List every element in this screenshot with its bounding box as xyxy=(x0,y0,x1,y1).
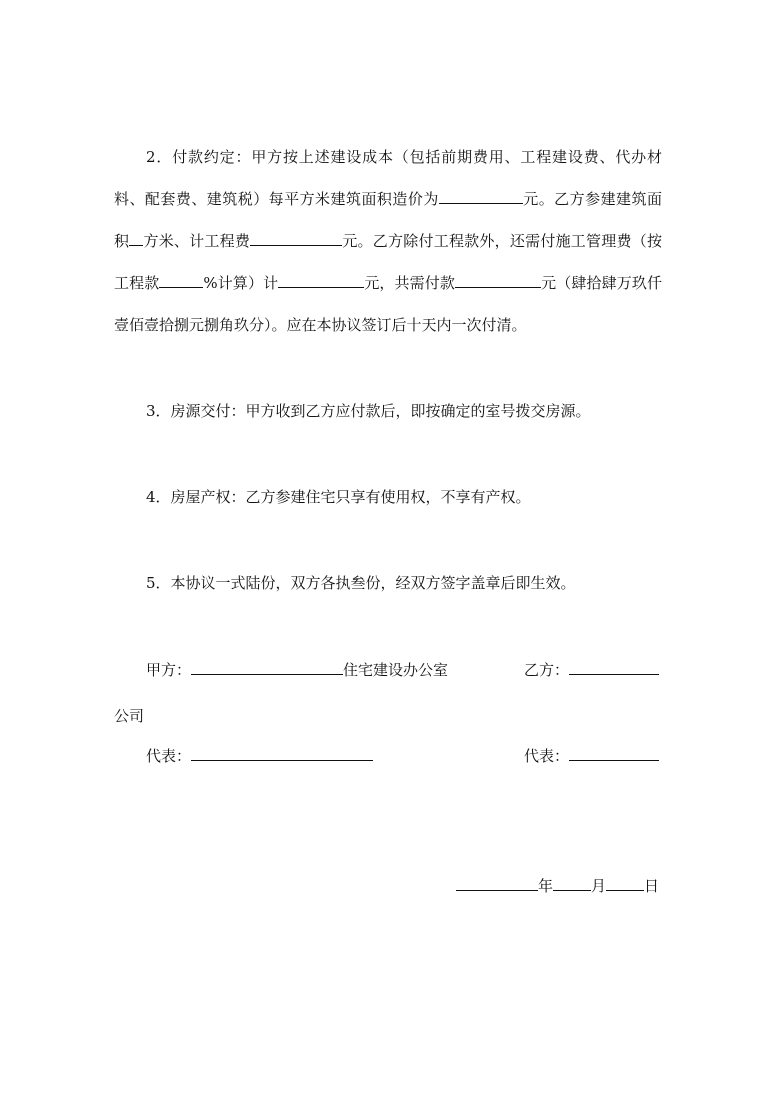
year-label: 年 xyxy=(538,877,554,895)
party-b-blank xyxy=(569,660,659,675)
clause-5-effect: 5．本协议一式陆份，双方各执叁份，经双方签字盖章后即生效。 xyxy=(146,574,576,592)
clause-2-text-5: %计算）计 xyxy=(203,274,279,292)
clause-4-ownership: 4．房屋产权：乙方参建住宅只享有使用权，不享有产权。 xyxy=(146,488,531,506)
management-fee-blank xyxy=(278,273,364,288)
construction-fee-blank xyxy=(250,231,342,246)
party-a-line xyxy=(146,660,448,680)
clause-3-delivery: 3．房源交付：甲方收到乙方应付款后，即按确定的室号拨交房源。 xyxy=(146,402,591,420)
month-label: 月 xyxy=(591,877,607,895)
party-b-label: 乙方： xyxy=(524,661,570,679)
clause-2-payment xyxy=(114,136,662,346)
clause-2-text-6: 元，共需付款 xyxy=(364,274,456,292)
clause-2-text-4: 元。乙方除付工程款外，还需付施工管理费（按工程款 xyxy=(114,232,662,292)
party-b-suffix: 公司 xyxy=(114,707,145,725)
rep-b-label: 代表： xyxy=(524,747,570,765)
party-a-suffix: 住宅建设办公室 xyxy=(343,661,449,679)
day-blank xyxy=(606,876,644,891)
year-blank xyxy=(456,876,538,891)
clause-2-text-3: 方米、计工程费 xyxy=(143,232,251,250)
clause-2-text-1: 2．付款约定：甲方按上述建设成本（包括前期费用、工程建设费、代办材料、配套费、建筑税）每平方米建筑面积造价为 xyxy=(114,148,662,208)
percent-blank xyxy=(159,273,203,288)
party-b-line xyxy=(524,660,659,680)
area-blank xyxy=(129,231,143,246)
clause-2-text-2: 元。乙方参建建筑面积 xyxy=(114,190,662,250)
rep-a-label: 代表： xyxy=(146,747,192,765)
clause-2-text-7: 元（肆拾肆万玖仟壹佰壹拾捌元捌角玖分）。应在本协议签订后十天内一次付清。 xyxy=(114,274,662,334)
rep-b-line xyxy=(524,746,659,766)
party-a-label: 甲方： xyxy=(146,661,192,679)
month-blank xyxy=(553,876,591,891)
rep-a-blank xyxy=(191,746,373,761)
rep-a-line xyxy=(146,746,373,766)
day-label: 日 xyxy=(644,877,660,895)
party-a-blank xyxy=(191,660,343,675)
date-line xyxy=(456,876,659,896)
total-payment-blank xyxy=(455,273,541,288)
rep-b-blank xyxy=(569,746,659,761)
unit-price-blank xyxy=(439,189,523,204)
